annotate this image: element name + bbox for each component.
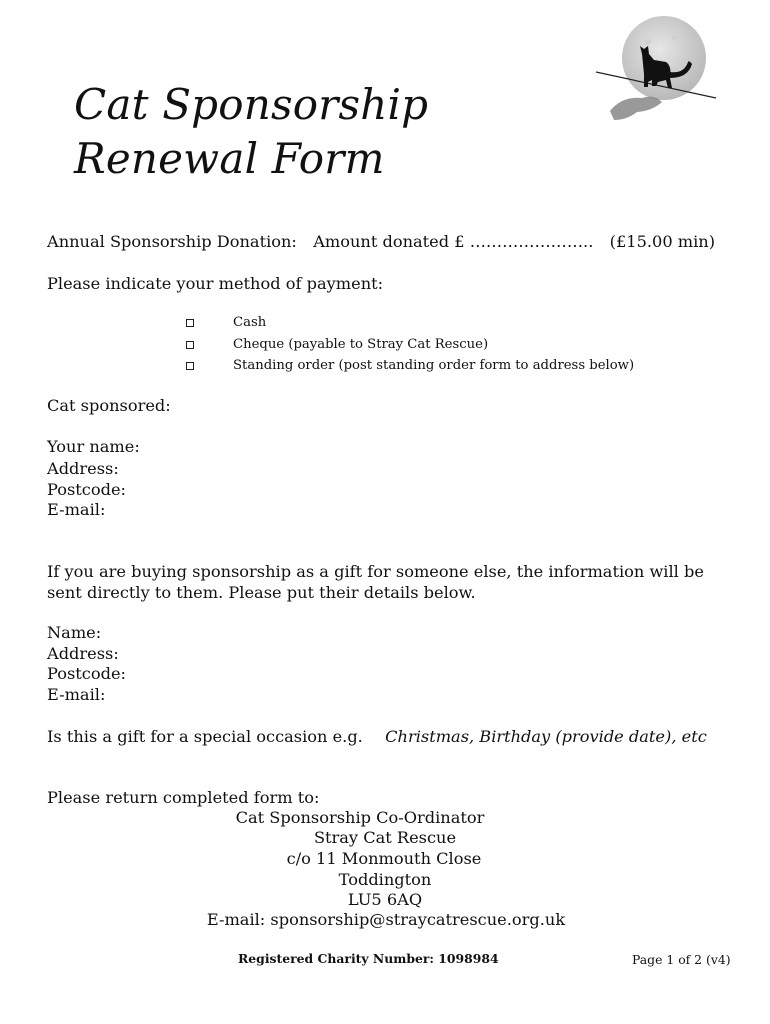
checkbox-icon[interactable] [186, 341, 194, 349]
gift-address-label: Address: [47, 644, 119, 663]
payment-option-label: Cheque (payable to Stray Cat Rescue) [233, 337, 489, 352]
donation-row [47, 232, 715, 252]
payment-option-label: Standing order (post standing order form to address below) [233, 358, 635, 373]
postcode-label: Postcode: [47, 480, 127, 499]
gift-intro-line1: If you are buying sponsorship as a gift for someone else, the information will be [47, 562, 704, 581]
payment-option-cash[interactable] [186, 315, 267, 331]
charity-number: Registered Charity Number: 1098984 [238, 951, 499, 966]
occasion-row [47, 727, 707, 747]
gift-intro-line2: sent directly to them. Please put their details below. [47, 583, 476, 602]
address-label: Address: [47, 459, 119, 478]
return-prompt: Please return completed form to: [47, 788, 320, 807]
cat-on-moon-icon [592, 16, 720, 126]
checkbox-icon[interactable] [186, 362, 194, 370]
return-email-line[interactable]: E-mail: sponsorship@straycatrescue.org.uk [206, 910, 566, 929]
return-address-line: Stray Cat Rescue [313, 828, 457, 847]
amount-field[interactable]: ………………….. [469, 232, 594, 251]
occasion-prompt: Is this a gift for a special occasion e.g. [47, 727, 363, 746]
your-name-label: Your name: [47, 437, 140, 456]
checkbox-icon[interactable] [186, 319, 194, 327]
page-title-line2: Renewal Form [74, 134, 385, 183]
minimum-note: (£15.00 min) [609, 232, 716, 251]
donation-label: Annual Sponsorship Donation: [47, 232, 297, 251]
return-address-line: LU5 6AQ [347, 890, 423, 909]
cat-sponsored-label: Cat sponsored: [47, 396, 171, 415]
gift-postcode-label: Postcode: [47, 664, 127, 683]
amount-label: Amount donated £ [313, 232, 465, 251]
gift-name-label: Name: [47, 623, 102, 642]
email-label: E-mail: [47, 500, 106, 519]
payment-option-label: Cash [233, 315, 267, 330]
payment-option-standing-order[interactable] [186, 358, 635, 374]
page-number: Page 1 of 2 (v4) [632, 952, 731, 967]
payment-option-cheque[interactable] [186, 337, 489, 353]
gift-email-label: E-mail: [47, 685, 106, 704]
return-address-line: c/o 11 Monmouth Close [286, 849, 482, 868]
occasion-examples: Christmas, Birthday (provide date), etc [385, 727, 707, 746]
payment-prompt: Please indicate your method of payment: [47, 274, 384, 293]
page-title-line1: Cat Sponsorship [74, 80, 429, 129]
return-address-line: Toddington [338, 870, 432, 889]
return-address-line: Cat Sponsorship Co-Ordinator [235, 808, 485, 827]
